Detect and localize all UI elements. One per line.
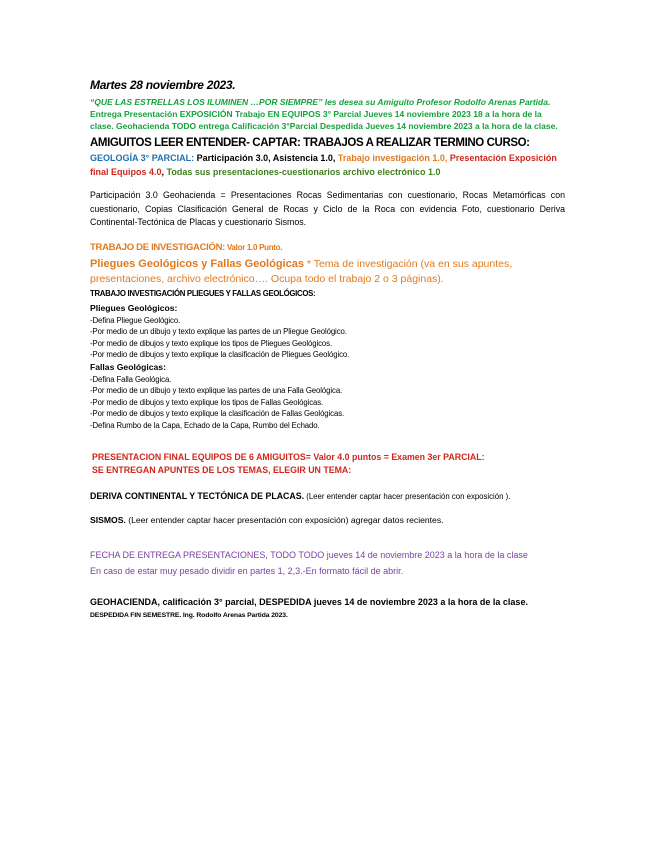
pliegues-title: Pliegues Geológicos: [90,302,178,313]
list-item: -Por medio de un dibujo y texto explique las partes de un Pliegue Geológico. [90,327,347,336]
deriva-topic [90,491,565,501]
investigacion-topic [90,257,565,287]
list-item: -Defina Rumbo de la Capa, Echado de la Capa, Rumbo del Echado. [90,420,320,430]
deriva-bold: DERIVA CONTINENTAL Y TECTÓNICA DE PLACAS. [90,491,305,501]
section-title: AMIGUITOS LEER ENTENDER- CAPTAR: TRABAJOS A REALIZAR TERMINO CURSO: [90,137,530,149]
grading-trabajo: Trabajo investigación 1.0, [337,153,448,163]
presentacion-line1: PRESENTACION FINAL EQUIPOS DE 6 AMIGUITOS= Valor 4.0 puntos = Examen 3er PARCIAL: [92,452,485,462]
document-page [90,78,565,619]
investigacion-heading: TRABAJO INVESTIGACIÓN PLIEGUES Y FALLAS GEOLÓGICOS: [90,288,316,298]
fecha-nota: En caso de estar muy pesado dividir en partes 1, 2,3.-En formato fácil de abrir. [90,565,404,576]
grading-sep: , [161,167,167,177]
presentacion-line2: SE ENTREGAN APUNTES DE LOS TEMAS, ELEGIR UN TEMA: [92,465,352,475]
quote-rest: Entrega Presentación EXPOSICIÓN Trabajo EN EQUIPOS 3° Parcial Jueves 14 noviembre 2023 18 a la hora de la clase. Geohacienda TODO entrega Calificación 3°Parcial Despedida Jueves 14 noviembre 2023 a la hora de la clase. [90,109,558,131]
list-item: -Por medio de dibujos y texto explique los tipos de Fallas Geológicas. [90,397,324,407]
list-item: -Defina Falla Geológica. [90,374,172,384]
list-item: -Por medio de un dibujo y texto explique las partes de una Falla Geológica. [90,386,343,395]
list-item: -Por medio de dibujos y texto explique los tipos de Pliegues Geológicos. [90,338,333,348]
quote-italic: “QUE LAS ESTRELLAS LOS ILUMINEN …POR SIEMPRE” les desea su Amiguito Profesor Rodolfo Arenas Partida. [90,97,551,107]
list-item: -Por medio de dibujos y texto explique la clasificación de Pliegues Geológico. [90,350,350,359]
grading-todas: Todas sus presentaciones-cuestionarios archivo electrónico 1.0 [166,167,441,177]
participacion-paragraph: Participación 3.0 Geohacienda = Presentaciones Rocas Sedimentarias con cuestionario, Rocas Metamórficas con cuestionario, Copias Clasificación General de Rocas y Ciclo de la Roca con evidencia Foto, cuestionario Deriva Continental-Tectónica de Placas y cuestionario Sismos. [90,190,565,227]
topic-rest: * Tema de investigación (va en sus apuntes, presentaciones, archivo electrónico…. Ocupa todo el trabajo 2 o 3 páginas). [90,257,513,285]
sismos-topic [90,515,565,525]
grading-summary [90,151,565,179]
list-item: -Por medio de dibujos y texto explique la clasificación de Fallas Geológicas. [90,409,345,418]
grading-label: GEOLOGÍA 3° PARCIAL: [90,153,195,163]
deriva-note: (Leer entender captar hacer presentación con exposición ). [304,492,511,501]
grading-part1: Participación 3.0, Asistencia 1.0, [194,153,338,163]
topic-bold: Pliegues Geológicos y Fallas Geológicas [90,257,304,270]
despedida-signature: DESPEDIDA FIN SEMESTRE. Ing. Rodolfo Arenas Partida 2023. [90,611,288,619]
geohacienda-note: GEOHACIENDA, calificación 3° parcial, DESPEDIDA jueves 14 de noviembre 2023 a la hora de la clase. [90,597,528,607]
presentacion-block [90,451,565,477]
sismos-rest: (Leer entender captar hacer presentación con exposición) agregar datos recientes. [125,515,444,525]
grading-presentacion: Presentación Exposición final Equipos 4.0 [90,153,557,177]
fecha-entrega: FECHA DE ENTREGA PRESENTACIONES, TODO TODO jueves 14 de noviembre 2023 a la hora de la clase [90,550,528,560]
date-heading: Martes 28 noviembre 2023. [90,78,236,92]
fallas-title: Fallas Geológicas: [90,361,166,372]
investigacion-value: Valor 1.0 Punto. [225,242,283,252]
investigacion-title-text: TRABAJO DE INVESTIGACIÓN: [90,241,226,253]
sismos-bold: SISMOS. [90,515,126,525]
list-item: -Defina Pliegue Geológico. [90,315,181,325]
greeting-quote [90,96,565,132]
investigacion-title [90,242,565,253]
